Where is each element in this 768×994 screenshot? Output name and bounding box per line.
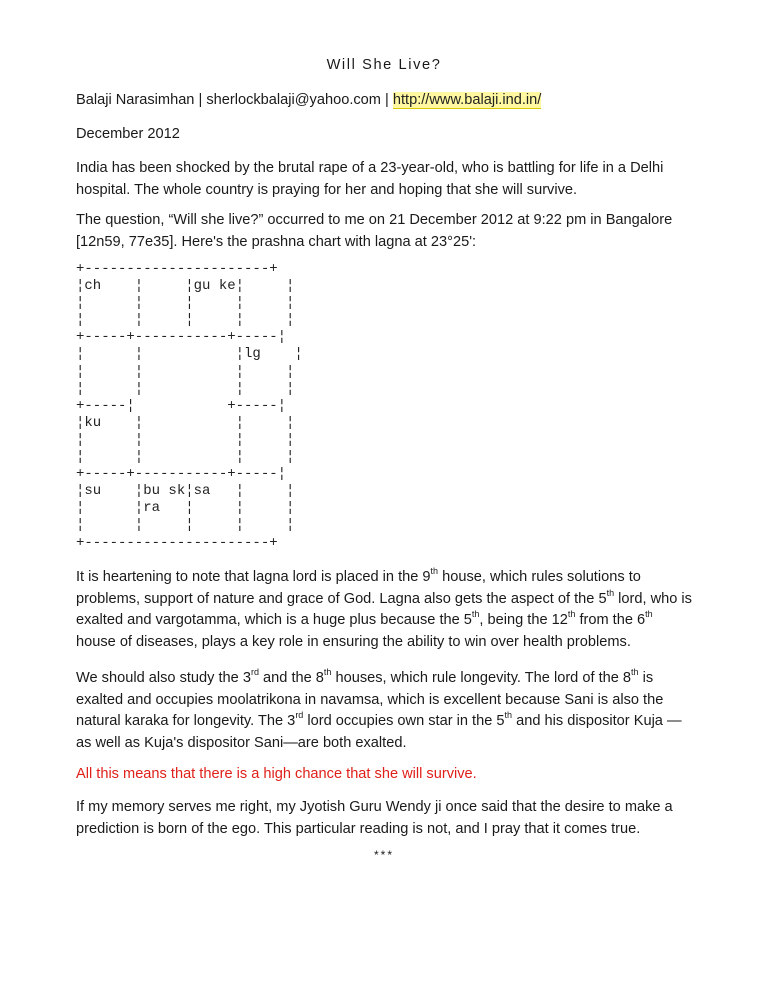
website-link[interactable]: http://www.balaji.ind.in/ [392, 92, 542, 108]
question-paragraph: The question, “Will she live?” occurred to me on 21 December 2012 at 9:22 pm in Bangalore [12n59, 77e35]. Here's the prashna chart with lagna at 23°25': [76, 212, 673, 250]
document-title: Will She Live? [326, 57, 442, 73]
prashna-chart: +----------------------+ ¦ch ¦ ¦gu ke¦ ¦ ¦ ¦ ¦ ¦ ¦ ¦ ¦ ¦ ¦ ¦ +-----+-----------+-----¦ ¦ ¦ ¦lg ¦ ¦ ¦ ¦ ¦ ¦ ¦ ¦ ¦ +-----¦ +-----¦ ¦ku ¦ ¦ ¦ ¦ ¦ ¦ ¦ ¦ ¦ ¦ ¦ +-----+-----------+-----¦ ¦su ¦bu sk¦sa ¦ ¦ ¦ ¦ra ¦ ¦ ¦ ¦ ¦ ¦ ¦ ¦ +----------------------+ [76, 261, 303, 551]
closing-paragraph: If my memory serves me right, my Jyotish Guru Wendy ji once said that the desire to make a prediction is born of the ego. This particular reading is not, and I pray that it comes true. [76, 799, 673, 837]
conclusion-highlight: All this means that there is a high chance that she will survive. [76, 766, 477, 782]
document-date: December 2012 [76, 126, 180, 142]
author-email: Balaji Narasimhan | sherlockbalaji@yahoo.com | [76, 92, 393, 108]
section-separator: *** [373, 848, 394, 862]
byline [76, 90, 696, 112]
longevity-paragraph: We should also study the 3rd and the 8th houses, which rule longevity. The lord of the 8th is exalted and occupies moolatrikona in navamsa, which is excellent because Sani is also the natural karaka for longevity. The 3rd lord occupies own star in the 5th and his dispositor Kuja —as well as Kuja's dispositor Sani—are both exalted. [76, 667, 682, 751]
lagna-paragraph: It is heartening to note that lagna lord is placed in the 9th house, which rules solutions to problems, support of nature and grace of God. Lagna also gets the aspect of the 5th lord, who is exalted and vargotamma, which is a huge plus because the 5th, being the 12th from the 6th house of diseases, plays a key role in ensuring the ability to win over health problems. [76, 566, 692, 650]
intro-paragraph: India has been shocked by the brutal rape of a 23-year-old, who is battling for life in a Delhi hospital. The whole country is praying for her and hoping that she will survive. [76, 160, 664, 198]
